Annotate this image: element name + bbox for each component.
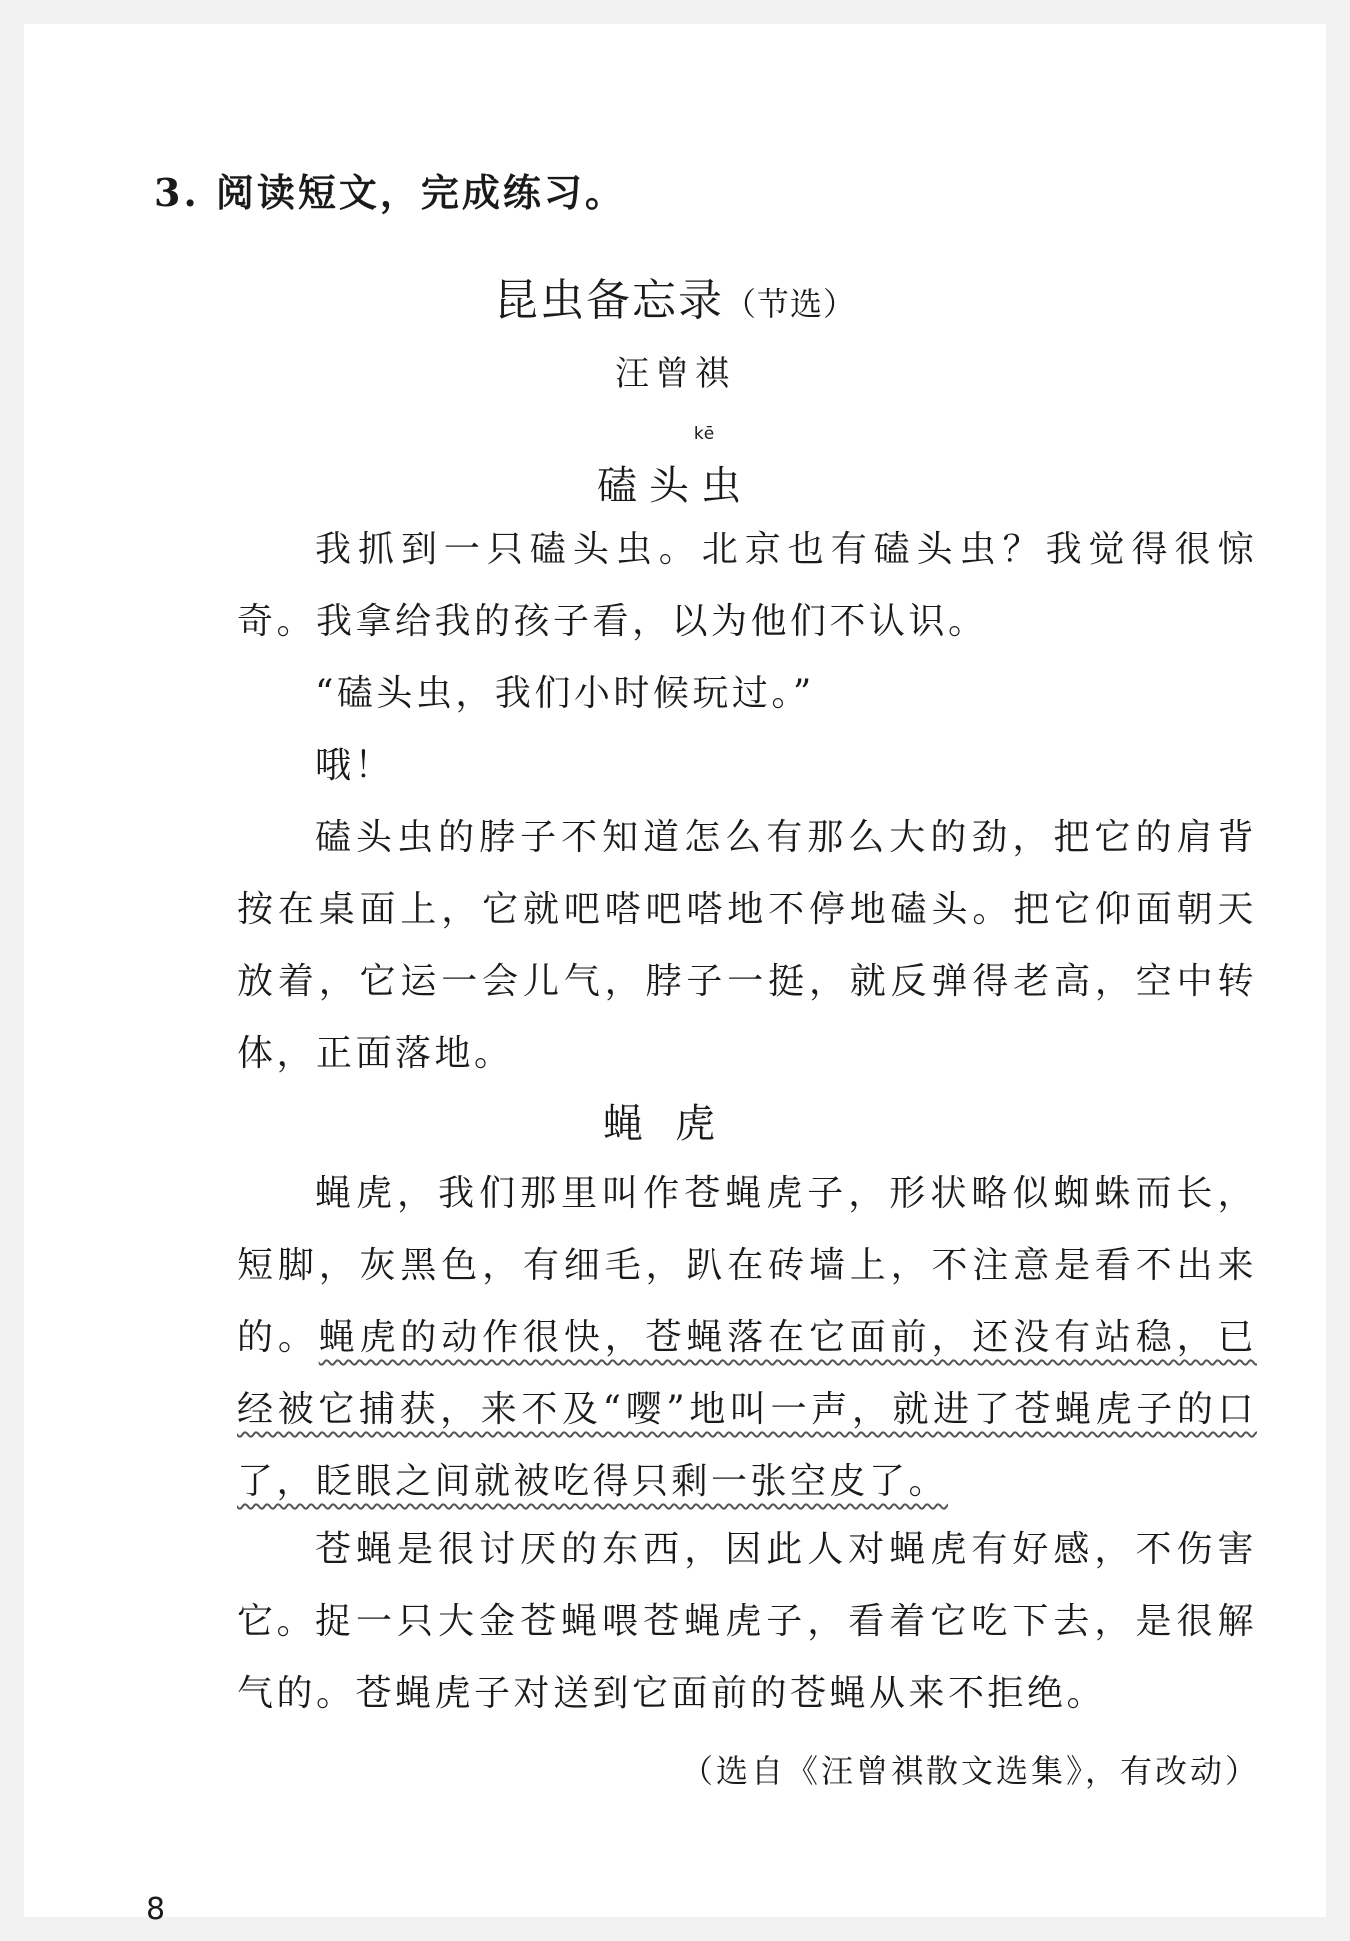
article-title xyxy=(24,264,1326,328)
paragraph: “磕头虫，我们小时候玩过。” xyxy=(315,673,815,714)
question-instruction: 阅读短文，完成练习。 xyxy=(215,170,626,215)
article-title-note: （节选） xyxy=(723,285,856,323)
paragraph-text: 蝇虎，我们那里叫作苍蝇虎子，形状略似蜘蛛而长，短脚，灰黑色，有细毛，趴在砖墙上，不注意是看不出来的。 xyxy=(237,1173,1257,1358)
paragraph: 苍蝇是很讨厌的东西，因此人对蝇虎有好感，不伤害它。 xyxy=(237,1529,1257,1642)
article-title-text: 昆虫备忘录 xyxy=(493,275,724,326)
wavy-underlined-sentence: 蝇虎的动作很快，苍蝇落在它面前，还没有站稳，已经被它捕获，来不及“嘤”地叫一声，就进了苍蝇虎子的口了，眨眼之间就被吃得只剩一张空皮了。 xyxy=(237,1317,1257,1502)
section-heading-ketouchong: 磕头虫 xyxy=(597,463,753,509)
question-heading xyxy=(154,162,626,217)
paragraph: 磕头虫的脖子不知道怎么有那么大的劲，把它的肩背按在桌面上，它就吧嗒吧嗒地不停地磕头。把它仰面朝天放着，它运一会儿气，脖子一挺，就反弹得老高，空中转体，正面落地。 xyxy=(237,817,1257,1074)
source-citation: （选自《汪曾祺散文选集》，有改动） xyxy=(680,1752,1260,1790)
paragraph: 哦！ xyxy=(315,745,395,786)
paragraph: 我抓到一只磕头虫。北京也有磕头虫？我觉得很惊奇。我拿给我的孩子看，以为他们不认识。 xyxy=(237,529,1257,642)
article-author: 汪曾祺 xyxy=(615,354,735,394)
paragraph xyxy=(237,1158,1257,1518)
heading-pinyin: kē xyxy=(693,424,715,444)
question-number: 3. xyxy=(154,170,200,215)
page-number: 8 xyxy=(146,1892,166,1927)
paragraph: 捉一只大金苍蝇喂苍蝇虎子，看着它吃下去，是很解气的。苍蝇虎子对送到它面前的苍蝇从来不拒绝。 xyxy=(237,1601,1257,1714)
section-heading-yinghu: 蝇虎 xyxy=(603,1101,747,1147)
textbook-page xyxy=(24,24,1326,1927)
